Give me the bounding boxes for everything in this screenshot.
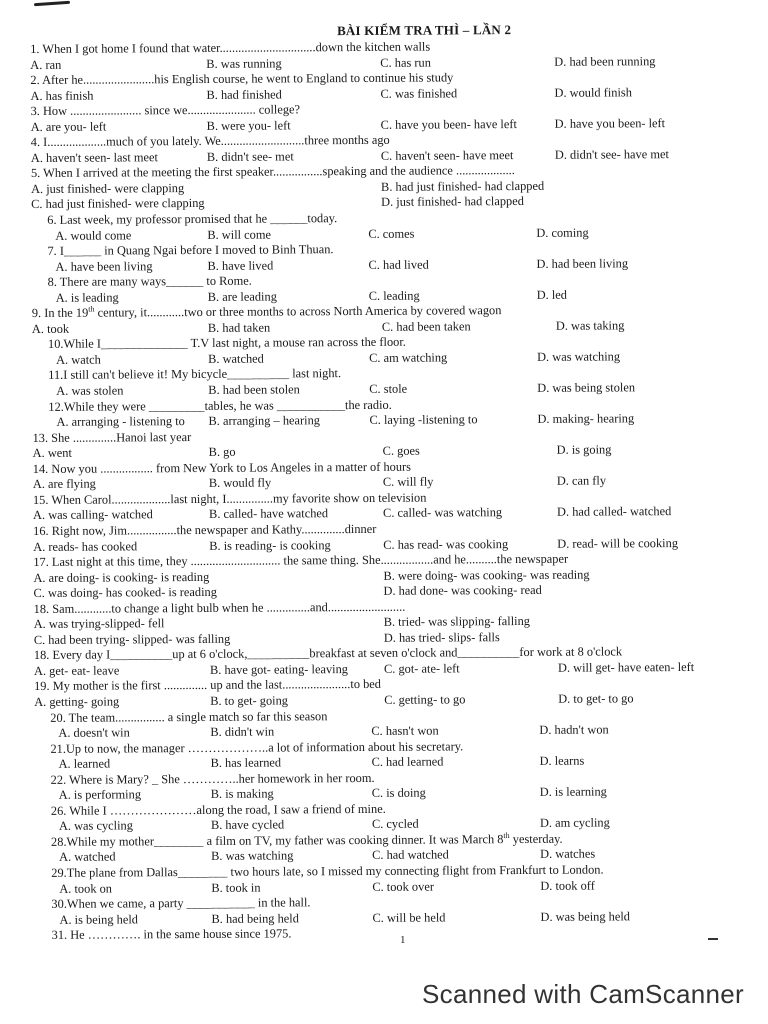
answer-option[interactable]: B. had finished [206, 87, 282, 102]
stem-text: 3. How ....................... since we...................... college? [30, 102, 301, 119]
answer-option[interactable]: C. laying -listening to [369, 412, 478, 428]
answer-option[interactable]: A. learned [58, 756, 111, 771]
answer-option[interactable]: A. watch [56, 352, 101, 367]
answer-option[interactable]: D. just finished- had clapped [381, 194, 524, 210]
answer-option[interactable]: D. was watching [537, 349, 621, 364]
answer-option[interactable]: A. has finish [30, 88, 94, 103]
stem-text: yesterday. [509, 831, 563, 846]
answer-option[interactable]: B. have got- eating- leaving [209, 661, 349, 677]
answer-option[interactable]: B. had been stolen [208, 382, 300, 397]
stem-text: 18. Sam............to change a light bulb when he ..............and......................... [33, 599, 406, 616]
answer-option[interactable]: B. will come [207, 227, 272, 242]
answer-option[interactable]: A. was cycling [58, 818, 133, 834]
answer-option[interactable]: B. arranging – hearing [208, 413, 320, 429]
answer-option[interactable]: D. coming [536, 225, 589, 240]
answer-option[interactable]: B. watched [208, 351, 264, 366]
answer-option[interactable]: B. have cycled [210, 817, 285, 833]
answer-option[interactable]: D. had been running [554, 53, 656, 69]
answer-option[interactable]: B. to get- going [210, 693, 288, 708]
answer-option[interactable]: D. led [536, 287, 568, 302]
camscanner-footer: Scanned with CamScanner [422, 979, 744, 1009]
answer-option[interactable]: A. took [31, 321, 70, 336]
question-stem [36, 924, 754, 944]
answer-option[interactable]: C. am watching [369, 350, 448, 365]
stem-text: 26. While I …………………along the road, I saw a friend of mine. [50, 801, 386, 818]
stem-text: 13. She ..............Hanoi last year [32, 429, 192, 445]
answer-option[interactable]: A. watched [59, 849, 116, 865]
answer-option[interactable]: D. is learning [539, 784, 607, 800]
answer-option[interactable]: B. are leading [207, 289, 277, 304]
answer-option[interactable]: C. had watched [372, 847, 449, 863]
answer-option[interactable]: B. didn't win [210, 724, 275, 739]
answer-option[interactable]: A. are you- left [30, 119, 107, 134]
stem-superscript: th [88, 304, 95, 314]
answer-option[interactable]: C. will fly [382, 474, 434, 490]
stem-superscript: th [503, 830, 510, 840]
pen-mark [708, 938, 718, 940]
answer-option[interactable]: C. was finished [380, 86, 458, 101]
answer-option[interactable]: C. hasn't won [371, 723, 439, 738]
stem-text: century, it............two or three months to across North America by covered wagon [94, 303, 502, 320]
answer-option[interactable]: A. was stolen [56, 383, 124, 398]
answer-option[interactable]: C. leading [368, 288, 420, 303]
answer-option[interactable]: D. had done- was cooking- read [383, 583, 542, 598]
stem-text: 9. In the 19 [31, 305, 89, 321]
answer-option[interactable]: D. will get- have eaten- left [557, 659, 695, 675]
answer-option[interactable]: B. took in [211, 880, 261, 895]
worksheet [30, 14, 754, 944]
answer-option[interactable]: D. was taking [555, 318, 625, 333]
answer-option[interactable]: D. didn't see- have met [554, 146, 669, 162]
answer-option[interactable]: C. getting- to go [384, 692, 466, 707]
answer-option[interactable]: A. are doing- is cooking- is reading [33, 569, 210, 585]
answer-option[interactable]: A. was calling- watched [32, 507, 153, 523]
stem-text: 30.When we came, a party ___________ in the hall. [51, 895, 311, 911]
stem-text: 5. When I arrived at the meeting the first speaker................speaking and the audience ................... [30, 163, 515, 181]
stem-text: 28.While my mother________ a film on TV, my father was cooking dinner. It was March 8 [50, 832, 504, 849]
stem-text: 29.The plane from Dallas________ two hours late, so I missed my connecting flight from Frankfurt to London. [51, 862, 604, 880]
answer-option[interactable]: D. have you been- left [554, 115, 666, 131]
answer-option[interactable]: D. am cycling [539, 815, 610, 831]
stem-text: 16. Right now, Jim................the newspaper and Kathy..............dinner [33, 521, 377, 538]
answer-option[interactable]: B. were doing- was cooking- was reading [383, 567, 590, 583]
answer-option[interactable]: C. is doing [371, 785, 426, 801]
answer-option[interactable]: C. stole [369, 381, 408, 396]
answer-option[interactable]: A. have been living [55, 258, 153, 274]
page-title: BÀI KIỂM TRA THÌ – LẦN 2 [336, 22, 512, 39]
answer-option[interactable]: C. got- ate- left [383, 661, 460, 676]
answer-option[interactable]: B. would fly [208, 475, 272, 491]
stem-text: 2. After he.......................his English course, he went to England to continue his study [30, 70, 454, 88]
answer-option[interactable]: C. had just finished- were clapping [31, 196, 205, 212]
answer-option[interactable]: C. haven't seen- have meet [380, 147, 514, 163]
answer-option[interactable]: A. arranging - listening to [56, 414, 185, 429]
answer-option[interactable]: A. get- eat- leave [33, 663, 120, 678]
answer-option[interactable]: C. was doing- has cooked- is reading [33, 585, 217, 601]
answer-option[interactable]: D. took off [540, 878, 595, 893]
stem-text: 21.Up to now, the manager ………………..a lot of information about his secretary. [50, 738, 464, 756]
answer-option[interactable]: B. was running [206, 56, 282, 71]
answer-option[interactable]: D. learns [539, 753, 585, 769]
answer-option[interactable]: A. reads- has cooked [33, 538, 138, 554]
answer-option[interactable]: D. watches [540, 847, 596, 862]
answer-option[interactable]: B. was watching [211, 848, 294, 864]
answer-option[interactable]: A. went [32, 445, 72, 461]
answer-option[interactable]: C. had been trying- slipped- was falling [33, 631, 231, 647]
stem-text: 7. I______ in Quang Ngai before I moved to Binh Thuan. [47, 242, 334, 259]
scan-mark [34, 1, 70, 7]
answer-option[interactable]: B. tried- was slipping- falling [383, 614, 531, 630]
answer-option[interactable]: C. called- was watching [382, 505, 503, 521]
answer-option[interactable]: C. has read- was cooking [383, 536, 509, 552]
stem-text: 8. There are many ways______ to Rome. [47, 273, 252, 290]
answer-option[interactable]: D. hadn't won [539, 722, 609, 737]
answer-option[interactable]: C. had been taken [381, 319, 471, 334]
stem-text: 10.While I______________ T.V last night, a mouse ran across the floor. [47, 335, 406, 352]
answer-option[interactable]: B. were you- left [206, 118, 291, 133]
stem-text: 17. Last night at this time, they ............................. the same thing. She.................and he..........the newspaper [33, 551, 569, 570]
answer-option[interactable]: B. go [208, 444, 236, 460]
answer-option[interactable]: A. ran [30, 57, 62, 72]
question-list [30, 38, 753, 944]
stem-text: 22. Where is Mary? _ She …………..her homework in her room. [50, 770, 375, 787]
answer-option[interactable]: C. have you been- have left [380, 116, 517, 132]
answer-option[interactable]: A. are flying [32, 476, 96, 492]
stem-text: 15. When Carol...................last night, I...............my favorite show on television [32, 490, 427, 507]
answer-option[interactable]: C. comes [368, 226, 415, 241]
answer-option[interactable]: A. haven't seen- last meet [30, 150, 159, 165]
answer-option[interactable]: A. doesn't win [58, 725, 130, 740]
answer-option[interactable]: B. had just finished- had clapped [380, 178, 545, 194]
answer-option[interactable]: A. was trying-slipped- fell [33, 616, 165, 632]
answer-option[interactable]: D. was being held [540, 908, 631, 924]
answer-option[interactable]: A. took on [59, 881, 113, 896]
stem-text: 12.While they were _________tables, he was ___________the radio. [48, 397, 392, 414]
page-number: 1 [400, 934, 406, 946]
answer-option[interactable]: B. have lived [207, 258, 274, 273]
stem-text: 14. Now you ................. from New York to Los Angeles in a matter of hours [32, 459, 412, 476]
answer-option[interactable]: A. is performing [58, 787, 142, 803]
answer-option[interactable]: B. has learned [210, 755, 282, 771]
answer-option[interactable]: A. would come [55, 227, 132, 243]
stem-text: 31. He …………. in the same house since 1975. [51, 926, 292, 943]
answer-option[interactable]: B. had taken [207, 320, 271, 335]
answer-option[interactable]: D. read- will be cooking [557, 535, 679, 551]
answer-option[interactable]: C. will be held [372, 910, 446, 925]
stem-text: 4. I...................much of you lately. We...........................three months ago [30, 133, 390, 150]
answer-option[interactable]: D. had called- watched [556, 504, 672, 520]
stem-text: 11.I still can't believe it! My bicycle__________ last night. [48, 366, 342, 383]
answer-option[interactable]: B. called- have watched [208, 506, 329, 522]
answer-option[interactable]: D. would finish [554, 84, 632, 100]
answer-option[interactable]: C. cycled [371, 816, 419, 832]
answer-option[interactable]: C. has run [380, 55, 431, 70]
answer-option[interactable]: B. didn't see- met [206, 149, 294, 164]
answer-option[interactable]: C. goes [382, 443, 420, 459]
stem-text: 18. Every day I__________up at 6 o'clock,__________breakfast at seven o'clock and__________for work at 8 o'clock [33, 644, 623, 663]
answer-option[interactable]: C. had learned [371, 754, 444, 770]
answer-option[interactable]: D. was being stolen [537, 380, 636, 395]
answer-option[interactable]: D. can fly [556, 473, 607, 489]
stem-text: 6. Last week, my professor promised that he ______today. [47, 211, 338, 227]
answer-option[interactable]: A. just finished- were clapping [31, 180, 185, 196]
answer-option[interactable]: B. had being held [211, 910, 299, 926]
stem-text: 20. The team................ a single match so far this season [50, 708, 328, 725]
answer-option[interactable]: A. getting- going [34, 694, 120, 709]
answer-option[interactable]: A. is being held [59, 911, 139, 927]
answer-option[interactable]: D. to get- to go [558, 691, 634, 706]
answer-option[interactable]: B. is making [210, 786, 274, 802]
stem-text: 1. When I got home I found that water...............................down the kitchen walls [30, 39, 431, 56]
answer-option[interactable]: D. making- hearing [537, 411, 635, 427]
stem-text: 19. My mother is the first .............. up and the last......................to bed [34, 677, 382, 694]
answer-option[interactable]: B. is reading- is cooking [209, 537, 331, 553]
answer-option[interactable]: D. has tried- slips- falls [383, 629, 500, 645]
answer-option[interactable]: C. took over [372, 879, 434, 894]
answer-option[interactable]: C. had lived [368, 257, 429, 272]
answer-option[interactable]: D. is going [556, 442, 612, 458]
answer-option[interactable]: D. had been living [536, 256, 629, 271]
answer-option[interactable]: A. is leading [55, 290, 119, 305]
